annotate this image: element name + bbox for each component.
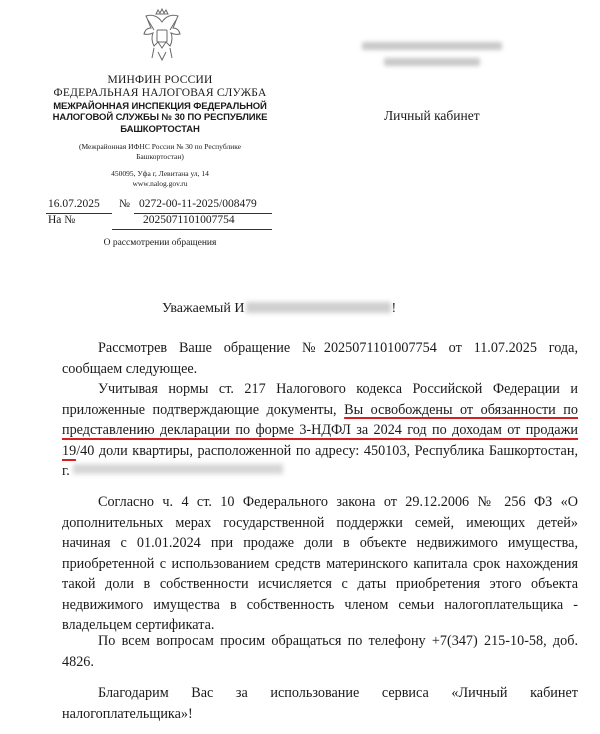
redacted-name <box>246 302 391 313</box>
paragraph-2 <box>62 379 578 482</box>
greeting-name-initial: И <box>234 301 245 316</box>
redacted-address <box>73 464 283 474</box>
russian-coat-of-arms-icon <box>140 8 184 68</box>
inspection-name-line1: МЕЖРАЙОННАЯ ИНСПЕКЦИЯ ФЕДЕРАЛЬНОЙ <box>53 101 267 112</box>
paragraph-5 <box>62 683 578 724</box>
reply-label: На № <box>48 214 76 226</box>
paragraph-1-text: Рассмотрев Ваше обращение №2025071101007754 от 11.07.2025 года, сообщаем следующее. <box>62 340 578 377</box>
greeting-start: Уважаемый <box>162 301 231 316</box>
redacted-addressee-name <box>362 42 502 50</box>
service-name: ФЕДЕРАЛЬНАЯ НАЛОГОВАЯ СЛУЖБА <box>53 87 267 99</box>
inspection-name-line2: НАЛОГОВОЙ СЛУЖБЫ № 30 ПО РЕСПУБЛИКЕ <box>52 112 268 123</box>
paragraph-4 <box>62 631 578 672</box>
paragraph-5-text: Благодарим Вас за использование сервиса «Личный кабинет налогоплательщика»! <box>62 685 578 722</box>
highlighted-exemption-2: представлению декларации по форме 3-НДФЛ за 2024 год по доходам от продажи 19 <box>62 422 578 459</box>
paragraph-4-text: По всем вопросам просим обращаться по телефону +7(347) 215-10-58, доб. 4826. <box>62 633 578 670</box>
addressee-cabinet: Личный кабинет <box>384 108 480 123</box>
paragraph-2-tail: /40 доли квартиры, расположенной по адресу: 450103, Республика Башкортостан, г. <box>62 442 578 479</box>
sender-website: www.nalog.gov.ru <box>132 179 188 188</box>
paragraph-3 <box>62 492 578 636</box>
inspection-name-line3: БАШКОРТОСТАН <box>120 124 200 135</box>
ministry-name: МИНФИН РОССИИ <box>107 74 213 86</box>
short-name-line1: (Межрайонная ИФНС России № 30 по Республике <box>78 142 241 151</box>
sender-address: 450095, Уфа г, Левитана ул, 14 <box>111 169 209 178</box>
reply-number: 2025071101007754 <box>143 214 235 226</box>
registration-date: 16.07.2025 <box>48 198 100 210</box>
paragraph-2-lead: Учитывая нормы ст. 217 Налогового кодекса Российской Федерации и приложенные подтверждающие документы, <box>62 381 578 418</box>
paragraph-3-text: Согласно ч. 4 ст. 10 Федерального закона от 29.12.2006 № 256 ФЗ «О дополнительных мерах государственной поддержки семей, имеющих детей» начиная с 01.01.2024 при продаже доли в объекте недвижимого имущества, приобретенной с использованием средств материнского капитала срок нахождения такой доли в собственности исчисляется с даты приобретения этого объекта недвижимого имущества в собственность членом семьи налогоплательщика - владельцем сертификата. <box>62 494 578 633</box>
redacted-addressee-name <box>384 58 480 66</box>
registration-number-label: № <box>119 198 130 210</box>
greeting-end: ! <box>391 301 397 316</box>
reply-underline <box>112 229 272 230</box>
highlighted-exemption-1: Вы освобождены от обязанности по <box>344 401 578 418</box>
paragraph-1 <box>62 338 578 379</box>
short-name-line2: Башкортостан) <box>136 152 184 161</box>
greeting <box>162 301 396 317</box>
letter-subject: О рассмотрении обращения <box>103 238 217 248</box>
paragraph-2-text <box>62 379 578 482</box>
registration-number: 0272-00-11-2025/008479 <box>139 198 257 210</box>
